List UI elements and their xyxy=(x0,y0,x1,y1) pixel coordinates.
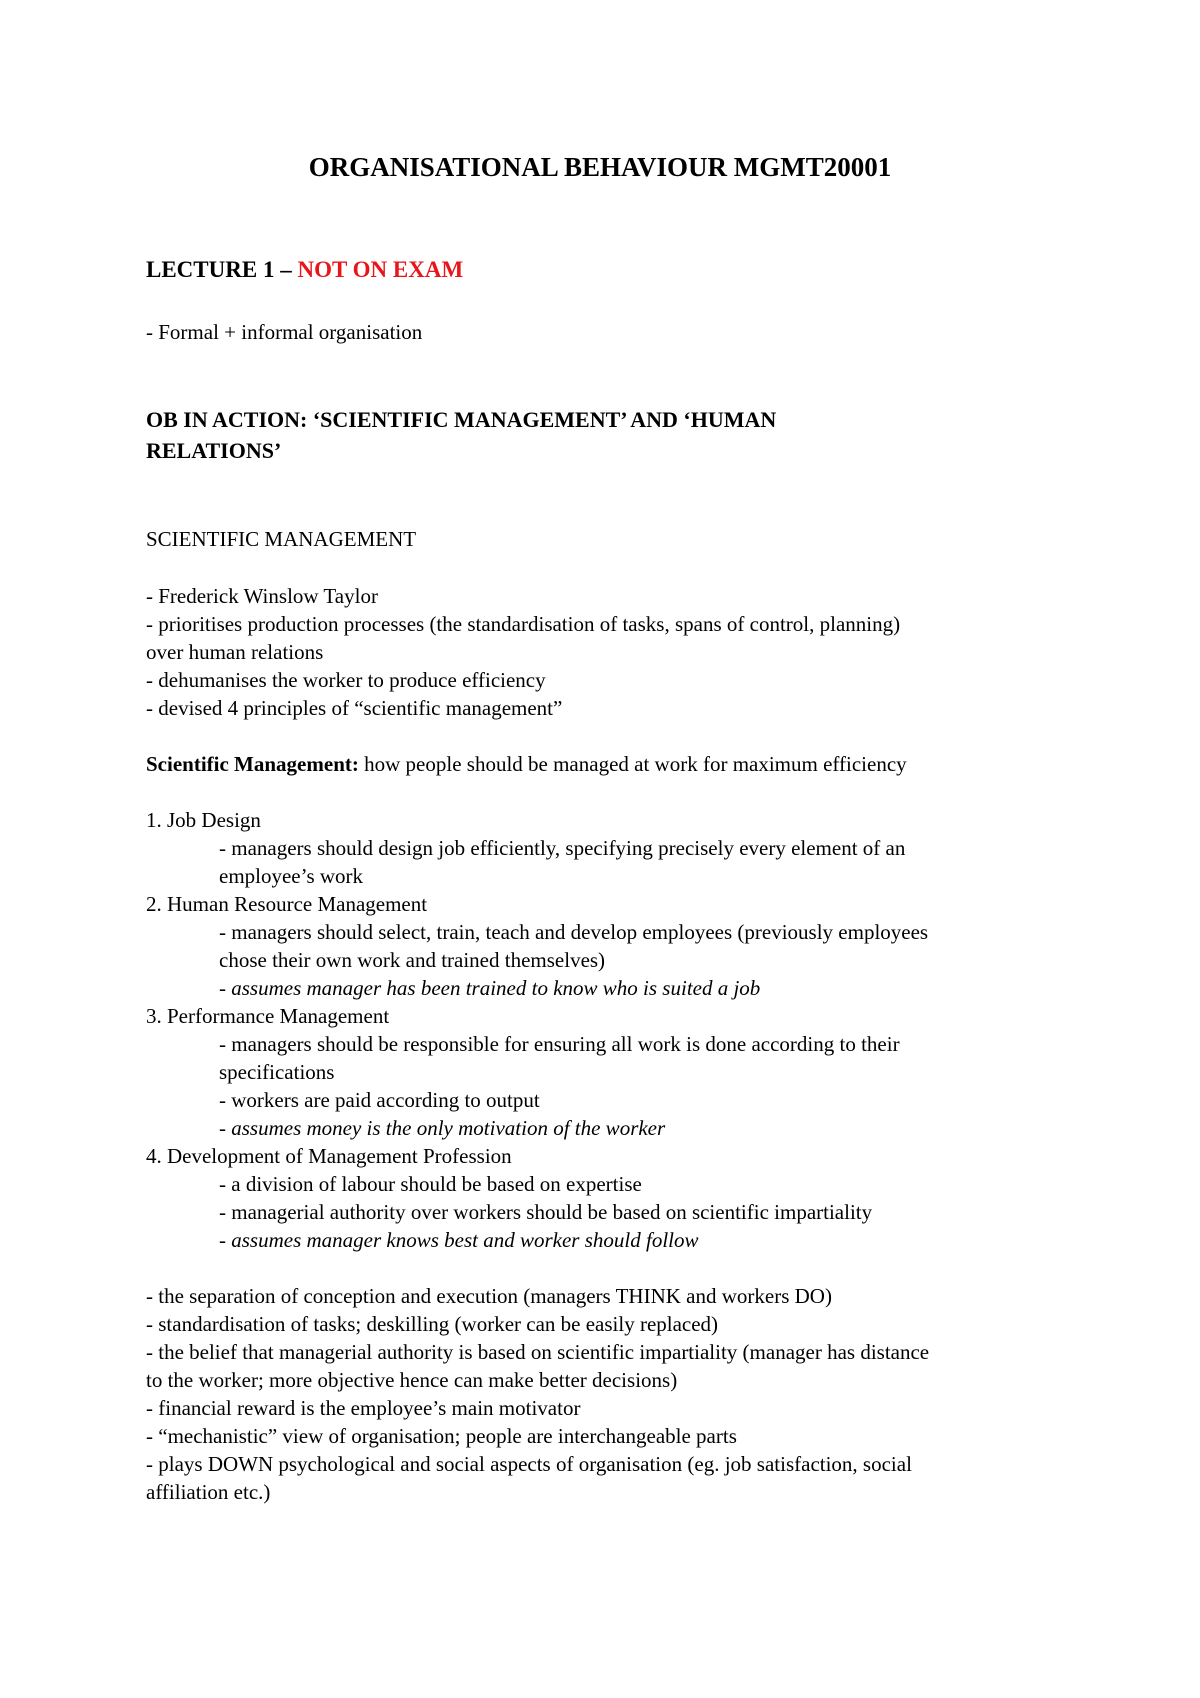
principle-assumption: - assumes manager has been trained to know who is suited a job xyxy=(219,976,761,1000)
sm-point: over human relations xyxy=(146,640,324,664)
principle-point: - managerial authority over workers should be based on scientific impartiality xyxy=(219,1200,873,1224)
sm-point: - Frederick Winslow Taylor xyxy=(146,584,378,608)
ob-heading-line-2: RELATIONS’ xyxy=(146,438,282,463)
not-on-exam-highlight: NOT ON EXAM xyxy=(297,257,464,282)
sm-point: - devised 4 principles of “scientific management” xyxy=(146,696,563,720)
lecture-heading xyxy=(146,256,463,284)
summary-point: affiliation etc.) xyxy=(146,1480,271,1504)
principle-point: employee’s work xyxy=(219,864,364,888)
principle-point: chose their own work and trained themselves) xyxy=(219,948,606,972)
principle-point: - managers should select, train, teach and develop employees (previously employees xyxy=(219,920,929,944)
summary-point: - standardisation of tasks; deskilling (worker can be easily replaced) xyxy=(146,1312,719,1336)
principle-title: 4. Development of Management Profession xyxy=(146,1144,512,1168)
principle-title: 1. Job Design xyxy=(146,808,261,832)
principle-point: - workers are paid according to output xyxy=(219,1088,540,1112)
summary-point: - the belief that managerial authority is based on scientific impartiality (manager has distance xyxy=(146,1340,930,1364)
summary-point: - plays DOWN psychological and social aspects of organisation (eg. job satisfaction, social xyxy=(146,1452,912,1476)
principle-title: 3. Performance Management xyxy=(146,1004,390,1028)
principle-title: 2. Human Resource Management xyxy=(146,892,428,916)
principle-assumption: - assumes money is the only motivation of the worker xyxy=(219,1116,666,1140)
lecture-heading-prefix: LECTURE 1 – xyxy=(146,257,298,282)
summary-point: - the separation of conception and execution (managers THINK and workers DO) xyxy=(146,1284,832,1308)
principle-point: - managers should design job efficiently, specifying precisely every element of an xyxy=(219,836,906,860)
definition-term: Scientific Management: xyxy=(146,752,359,776)
summary-point: - financial reward is the employee’s main motivator xyxy=(146,1396,581,1420)
sm-point: - prioritises production processes (the standardisation of tasks, spans of control, planning) xyxy=(146,612,901,636)
lecture-note: - Formal + informal organisation xyxy=(146,320,423,344)
sm-heading: SCIENTIFIC MANAGEMENT xyxy=(146,527,417,551)
principle-point: - a division of labour should be based on expertise xyxy=(219,1172,642,1196)
principle-point: specifications xyxy=(219,1060,335,1084)
principle-point: - managers should be responsible for ensuring all work is done according to their xyxy=(219,1032,900,1056)
summary-point: - “mechanistic” view of organisation; people are interchangeable parts xyxy=(146,1424,737,1448)
definition xyxy=(146,750,907,778)
sm-point: - dehumanises the worker to produce efficiency xyxy=(146,668,546,692)
principle-assumption: - assumes manager knows best and worker should follow xyxy=(219,1228,699,1252)
definition-text: how people should be managed at work for maximum efficiency xyxy=(358,752,907,776)
ob-heading-line-1: OB IN ACTION: ‘SCIENTIFIC MANAGEMENT’ AND ‘HUMAN xyxy=(146,407,777,432)
summary-point: to the worker; more objective hence can make better decisions) xyxy=(146,1368,678,1392)
document-title: ORGANISATIONAL BEHAVIOUR MGMT20001 xyxy=(308,152,892,182)
